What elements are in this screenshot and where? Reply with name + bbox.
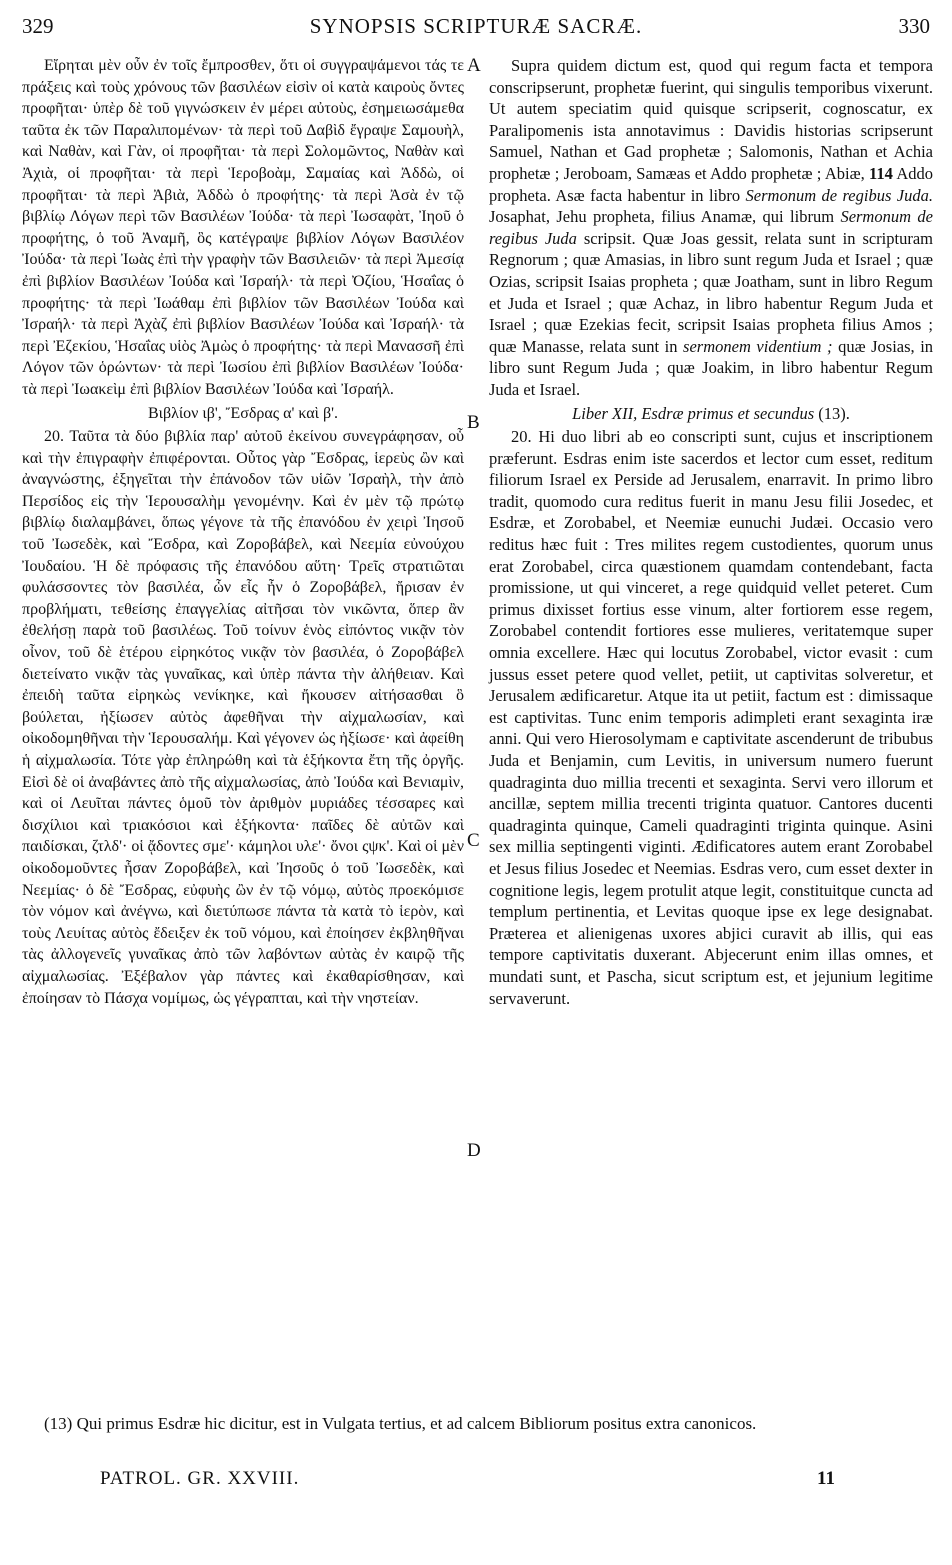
latin-p1-part-a: Supra quidem dictum est, quod qui regum facta et tempora conscripserunt, prophetæ fuerint, qui singulis temporibus vixerunt. Ut autem speciatim quid quisque scripserit, cognoscatur, ex Paralipomenis ista annotavimus : Davidis historias scripserunt Samuel, Nathan et Gad prophetæ ; Salomonis, Nathan et Achia prophetæ ; Jeroboam, Samæas et Addo prophetæ ; Abiæ, (489, 56, 933, 183)
running-header (22, 14, 930, 44)
footnote-text: (13) Qui primus Esdræ hic dicitur, est in Vulgata tertius, et ad calcem Bibliorum positus extra canonicos. (44, 1414, 757, 1433)
latin-p1-part-b: Addo propheta. Asæ facta habentur in libro (489, 163, 933, 205)
column-number: 114 (869, 163, 893, 183)
greek-paragraph-1: Εἴρηται μὲν οὖν ἐν τοῖς ἔμπροσθεν, ὅτι οἱ συγγραψάμενοι τάς τε πράξεις καὶ τοὺς χρόνους τῶν βασιλέων εἰσὶν οἱ κατὰ καιροὺς ὄντες προφῆται· ὑπὲρ δὲ τοῦ γιγνώσκειν ἐν μέρει αὐτοὺς, ἐσημειωσάμεθα ταῦτα ἐκ τῶν Παραλιπομένων· τὰ περὶ τοῦ Δαβὶδ ἔγραψε Σαμουὴλ, καὶ Ναθὰν, καὶ Γὰν, οἱ προφῆται· τὰ περὶ Σολομῶντος, Ναθὰν καὶ Ἀχιὰ, οἱ προφῆται· τὰ περὶ Ἱεροβοὰμ, Σαμαίας καὶ Ἀδδὼ, οἱ προφῆται· τὰ περὶ Ἀβιὰ, Ἀδδὼ ὁ προφήτης· τὰ περὶ Ἀσὰ ἐν τῷ βιβλίῳ Λόγων περὶ τῶν Βασιλέων Ἰούδα· τὰ περὶ Ἰωσαφὰτ, Ἰηοῦ ὁ προφήτης, ὁ τοῦ Ἀναμῆ, ὃς κατέγραψε βιβλίον Λόγων Βασιλέον Ἰούδα· τὰ περὶ Ἰωὰς ἐπὶ τὴν γραφὴν τῶν Βασιλειῶν· τὰ περὶ Ἀμεσίᾳ ἐπὶ βιβλίον Βασιλέων Ἰούδα καὶ Ἰσραήλ· τὰ περὶ Ὀζίου, Ἡσαΐας ὁ προφήτης· τὰ περὶ Ἰωάθαμ ἐπὶ βιβλίον τῶν Βασιλέων Ἰούδα καὶ Ἰσραήλ· τὰ περὶ Ἀχὰζ ἐπὶ βιβλίον Βασιλέων Ἰούδα καὶ Ἰσραήλ· τὰ περὶ Ἐζεκίου, Ἡσαΐας υἱὸς Ἀμὼς ὁ προφήτης· τὰ περὶ Μανασσῆ ἐπὶ Λόγον τῶν ὁρώντων· τὰ περὶ Ἰωσίου ἐπὶ βιβλίον Βασιλέων Ἰούδα· τὰ περὶ Ἰωακεὶμ ἐπὶ βιβλίον Βασιλέων Ἰούδα καὶ Ἰσραήλ. (22, 57, 464, 398)
greek-section-heading: Βιβλίον ιβ', Ἔσδρας α' καὶ β'. (148, 404, 338, 422)
page-number-left: 329 (22, 14, 54, 38)
margin-marker-b: B (467, 412, 480, 433)
greek-column (22, 55, 464, 1009)
margin-marker-a: A (467, 55, 481, 76)
latin-paragraph-2: 20. Hi duo libri ab eo conscripti sunt, cujus et inscriptionem præferunt. Esdras enim iste sacerdos et lector cum esset, reditum filiorum Israel ex Perside ad Jerusalem, enarravit. In primo libro tradit, quomodo cura reditus fuerit in manu Jesu filii Josedec, et Esdræ, et Zorobabel, et Neemiæ eunuchi Judæi. Occasio vero reditus hæc fuit : Tres milites regem custodientes, quorum unus erat Zorobabel, circa quæstionem quamdam contendebant, facta promissione, ut qui vinceret, a rege quidquid vellet peteret. Cum primus dixisset fortius esse vinum, alter fortiorem esse regem, Zorobabel contendit fortiores esse mulieres, veritatemque super omnia excellere. Hæc qui locutus Zorobabel, victor evasit : cum jussus esset petere quod vellet, petiit, ut captivitas solveretur, et Jerusalem ædificaretur. Atque ita ut petiit, factum est : dimissaque est captivitas. Tunc enim temporis adimpleti erant sexaginta iræ anni. Qui vero Hierosolymam e captivitate ascenderunt de tribubus Juda et Benjamin, cum Levitis, in universum numero fuerunt quadraginta duo millia trecenti et sexaginta. Servi vero illorum et ancillæ, septem millia trecenti triginta quatuor. Cantores ducenti quadraginta quinque, Cameli quadraginti triginta quinque. Asini sex millia septingenti viginti. Ædificatores autem erant Zorobabel et Jesus filius Josedec et Neemias. Esdras vero, cum esset dexter in cognitione legis, legem protulit atque legit, constituitque cuncta ad templum pertinentia, et Levitas quoque ipse ex lege designabat. Præterea et alienigenas uxores abjici curavit ab illis, qui eas tempore captivitatis duxerant. Abjecerunt enim illas omnes, et mundati sunt, et Pascha, sicut scriptum est, et jejunium legitime servaverunt. (489, 427, 933, 1008)
latin-p1-part-d: scripsit. Quæ Joas gessit, relata sunt in scripturam Regnorum ; quæ Amasias, in libro sunt regum Juda et Israel ; quæ Ozias, scripsit Isaias propheta ; quæ Joatham, sunt in libro Regum et Juda et Israel ; quæ Achaz, in libro habentur Regum Juda et Israel ; quæ Ezekias fecit, scripsit Isaias propheta filius Amos ; quæ Manasse, relata sunt in (489, 228, 933, 356)
margin-marker-c: C (467, 830, 480, 851)
greek-paragraph-2: 20. Ταῦτα τὰ δύο βιβλία παρ' αὐτοῦ ἐκείνου συνεγράφησαν, οὗ καὶ τὴν ἐπιγραφὴν ἐπιφέρονται. Οὗτος γὰρ Ἔσδρας, ἱερεὺς ὢν καὶ ἀναγνώστης, ἐξηγεῖται τὴν ἐπάνοδον τῶν υἱῶν Ἰσραὴλ, τὴν ἀπὸ Περσίδος εἰς τὴν Ἱερουσαλὴμ γενομένην. Καὶ ἐν μὲν τῷ πρώτῳ βιβλίῳ διαλαμβάνει, ὅπως γέγονε τὰ τῆς ἐπανόδου ἐν χειρὶ Ἰησοῦ τοῦ Ἰωσεδὲκ, καὶ Ἔσδρα, καὶ Ζοροβάβελ, καὶ Νεεμία εὐνούχου Ἰουδαίου. Ἡ δὲ πρόφασις τῆς ἐπανόδου αὕτη· Τρεῖς στρατιῶται φυλάσσοντες τὸν βασιλέα, ὧν εἷς ἦν ὁ Ζοροβάβελ, ἤρισαν ἐν προβλήματι, τεθείσης ἐπαγγελίας αἰτῆσαι τὸν νικῶντα, ὅπερ ἂν ἐθελήσῃ παρὰ τοῦ βασιλέως. Τοῦ τοίνυν ἑνὸς εἰπόντος νικᾷν τὸν οἶνον, τοῦ δὲ ἑτέρου εἰρηκότος νικᾷν τὸν βασιλέα, ὁ Ζοροβάβελ διετείνατο νικᾷν τὰς γυναῖκας, καὶ ὑπὲρ πάντα τὴν ἀλήθειαν. Καὶ ἐπειδὴ ταῦτα εἰρηκὼς νενίκηκε, καὶ ἤκουσεν αἰτήσασθαι ὃ βούλεται, ἠξίωσεν αὐτὸς ἀφεθῆναι τὴν αἰχμαλωσίαν, καὶ οἰκοδομηθῆναι τὴν Ἱερουσαλήμ. Καὶ γέγονεν ὡς ἠξίωσε· καὶ ἀφείθη ἡ αἰχμαλωσία. Τότε γὰρ ἐπληρώθη καὶ τὰ ἑξήκοντα ἔτη τῆς ὀργῆς. Εἰσὶ δὲ οἱ ἀναβάντες ἀπὸ τῆς αἰχμαλωσίας, ἀπὸ Ἰούδα καὶ Βενιαμὶν, καὶ οἱ Λευῖται πάντες ὁμοῦ τὸν ἀριθμὸν μυριάδες τέσσαρες καὶ δισχίλιοι καὶ τριακόσιοι καὶ ἑξήκοντα· παῖδες δὲ αὐτῶν καὶ παιδίσκαι, ζτλδ'· οἱ ᾄδοντες σμε'· κάμηλοι υλε'· ὄνοι ςψκ'. Καὶ οἱ μὲν οἰκοδομοῦντες ἦσαν Ζοροβάβελ, καὶ Ἰησοῦς ὁ τοῦ Ἰωσεδὲκ, καὶ Νεεμίας· ὁ δὲ Ἔσδρας, εὐφυὴς ὢν ἐν τῷ νόμῳ, αὐτὸς προεκόμισε τὸν νόμον καὶ ἀνέγνω, καὶ διετύπωσε πάντα τὰ κατὰ τὸ ἱερὸν, καὶ τοὺς Λευίτας αὐτὸς ἔδειξεν ἐκ τοῦ νόμου, καὶ ἐποίησεν ἐκβληθῆναι τὰς ἀλλογενεῖς γυναῖκας ἀπὸ τῶν λαβόντων αὐτὰς ἐν καιρῷ τῆς αἰχμαλωσίας. Ἐξέβαλον γὰρ πάντες καὶ ἐκαθαρίσθησαν, καὶ ἐποίησαν τὸ Πάσχα νομίμως, ὡς γέγραπται, καὶ τὴν νηστείαν. (22, 428, 464, 1007)
latin-heading-text: Liber XII, Esdræ primus et secundus (572, 403, 815, 423)
running-title: SYNOPSIS SCRIPTURÆ SACRÆ. (309, 14, 643, 38)
margin-marker-d: D (467, 1140, 481, 1161)
latin-paragraph-1 (489, 55, 933, 401)
page-number-right: 330 (898, 14, 930, 38)
latin-p1-part-c: Josaphat, Jehu propheta, filius Anamæ, qui librum (489, 207, 835, 227)
latin-italic-title-2: Sermonum de regibus Juda (489, 207, 933, 248)
latin-heading-note: (13). (818, 403, 850, 423)
footer-sheet-number: 11 (817, 1468, 835, 1489)
latin-column (489, 55, 933, 1009)
latin-italic-title-3: sermonem videntium ; (683, 336, 833, 356)
latin-section-heading (489, 403, 933, 425)
page-footer (100, 1468, 930, 1494)
footnote (22, 1414, 930, 1434)
footer-signature: PATROL. GR. XXVIII. (100, 1468, 300, 1489)
latin-italic-title-1: Sermonum de regibus Juda. (745, 185, 933, 205)
latin-p1-part-e: quæ Josias, in libro sunt Regum Juda ; quæ Joakim, in libro habentur Regum Juda et Israel. (489, 336, 934, 399)
